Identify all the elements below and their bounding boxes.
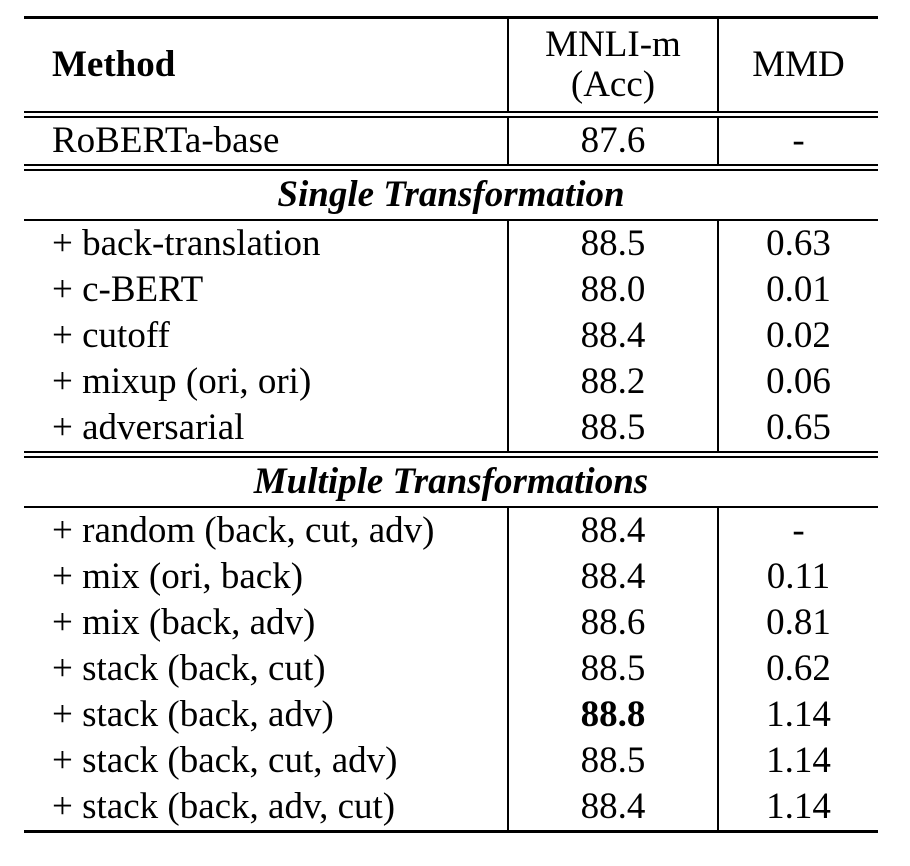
row-method: + cutoff (52, 315, 170, 356)
row-acc-best: 88.8 (508, 692, 718, 738)
baseline-acc: 87.6 (508, 115, 718, 168)
row-acc: 88.4 (508, 784, 718, 832)
table-row (24, 646, 878, 692)
header-row (24, 18, 878, 115)
header-mnli-acc-line2: (Acc) (570, 64, 656, 105)
row-mmd: - (792, 510, 805, 551)
row-mmd: 0.11 (766, 556, 831, 597)
row-acc: 88.6 (508, 600, 718, 646)
row-method: + c-BERT (52, 269, 204, 310)
row-method: + back-translation (52, 223, 321, 264)
row-acc: 88.5 (508, 220, 718, 267)
row-method: + adversarial (52, 407, 245, 448)
table-row (24, 405, 878, 455)
table-row (24, 600, 878, 646)
table-row (24, 313, 878, 359)
row-mmd: 0.06 (766, 361, 831, 402)
results-table (24, 16, 878, 833)
row-mmd: 0.81 (766, 602, 831, 643)
row-mmd: 0.02 (766, 315, 831, 356)
baseline-mmd: - (718, 115, 878, 168)
row-method: + stack (back, cut, adv) (52, 740, 398, 781)
row-mmd: 0.01 (766, 269, 831, 310)
table-row (24, 692, 878, 738)
row-method: + stack (back, adv) (52, 694, 334, 735)
section-title-row (24, 168, 878, 221)
section-title: Multiple Transformations (24, 455, 878, 508)
table-row (24, 507, 878, 554)
header-mnli-acc-line1: MNLI-m (545, 24, 681, 65)
row-acc: 88.2 (508, 359, 718, 405)
header-mnli-acc (508, 18, 718, 115)
header-mmd: MMD (718, 18, 878, 115)
row-mmd: 0.62 (766, 648, 831, 689)
row-acc: 88.4 (508, 507, 718, 554)
table-row (24, 554, 878, 600)
row-method: + mix (back, adv) (52, 602, 316, 643)
row-acc: 88.0 (508, 267, 718, 313)
table-row (24, 267, 878, 313)
table-row (24, 784, 878, 832)
row-acc: 88.5 (508, 405, 718, 455)
table-row (24, 359, 878, 405)
row-mmd: 1.14 (766, 694, 831, 735)
baseline-method: RoBERTa-base (24, 115, 508, 168)
baseline-row (24, 115, 878, 168)
row-acc: 88.4 (508, 313, 718, 359)
table-row (24, 738, 878, 784)
row-acc: 88.5 (508, 738, 718, 784)
row-mmd: 0.63 (766, 223, 831, 264)
row-mmd: 1.14 (718, 784, 878, 832)
table-row (24, 220, 878, 267)
row-acc: 88.4 (508, 554, 718, 600)
row-method: + stack (back, cut) (52, 648, 326, 689)
row-method: + random (back, cut, adv) (52, 510, 435, 551)
section-title-row (24, 455, 878, 508)
results-table-container (24, 16, 878, 833)
header-method: Method (24, 18, 508, 115)
row-method: + stack (back, adv, cut) (24, 784, 508, 832)
row-method: + mix (ori, back) (52, 556, 304, 597)
row-mmd: 1.14 (766, 740, 831, 781)
row-acc: 88.5 (508, 646, 718, 692)
section-title: Single Transformation (24, 168, 878, 221)
row-mmd: 0.65 (766, 407, 831, 448)
row-method: + mixup (ori, ori) (52, 361, 312, 402)
